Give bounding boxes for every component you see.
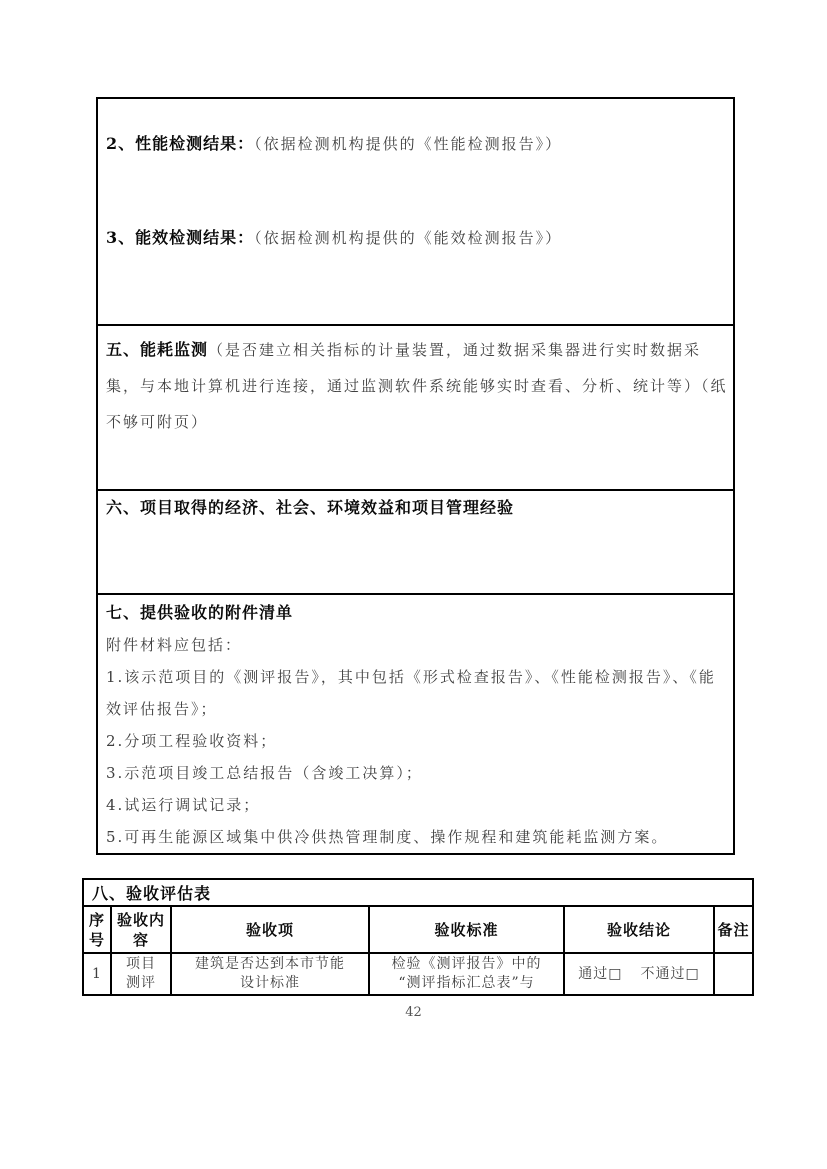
attachment-item-1: 1.该示范项目的《测评报告》，其中包括《形式检查报告》、《性能检测报告》、《能效评估报告》； <box>106 668 716 718</box>
acceptance-form-table <box>96 97 735 855</box>
header-conclusion: 验收结论 <box>564 906 714 953</box>
row1-content-line2: 测评 <box>126 975 156 991</box>
benefits-section <box>106 496 729 520</box>
row1-standard <box>369 953 564 995</box>
row1-content-line1: 项目 <box>126 956 156 972</box>
attachment-item-5: 5.可再生能源区域集中供冷供热管理制度、操作规程和建筑能耗监测方案。 <box>106 828 669 846</box>
row1-item-line1: 建筑是否达到本市节能 <box>195 956 345 972</box>
header-content: 验收内容 <box>111 906 171 953</box>
evaluation-table-header-row <box>83 906 753 953</box>
project-benefits-row <box>97 490 734 594</box>
energy-monitoring-section <box>106 332 729 440</box>
pass-checkbox-option: 通过□ <box>578 965 623 982</box>
evaluation-table-title: 八、验收评估表 <box>83 879 753 906</box>
performance-test-results <box>106 133 729 155</box>
attachment-item-3: 3.示范项目竣工总结报告（含竣工决算）； <box>106 764 423 782</box>
row1-standard-line1: 检验《测评报告》中的 <box>391 956 542 972</box>
evaluation-table-row-1 <box>83 953 753 995</box>
attachments-intro: 附件材料应包括： <box>106 636 243 654</box>
monitoring-section-note: （是否建立相关指标的计量装置，通过数据采集器进行实时数据采集，与本地计算机进行连接，通过监测软件系统能够实时查看、分析、统计等）（纸不够可附页） <box>106 341 728 431</box>
project-benefits-cell <box>97 490 734 594</box>
row1-standard-line2: “测评指标汇总表”与 <box>398 975 535 991</box>
header-standard: 验收标准 <box>369 906 564 953</box>
row1-conclusion <box>564 953 714 995</box>
energy-monitoring-row <box>97 325 734 490</box>
test-results-cell <box>97 98 734 325</box>
monitoring-section-title: 五、能耗监测 <box>106 340 209 359</box>
page-number: 42 <box>405 1005 422 1020</box>
evaluation-table-title-row <box>83 879 753 906</box>
row1-content <box>111 953 171 995</box>
row1-seq-no: 1 <box>83 953 111 995</box>
row1-item-line2: 设计标准 <box>240 975 300 991</box>
acceptance-evaluation-table <box>82 878 754 996</box>
header-remark: 备注 <box>714 906 753 953</box>
efficiency-section-note: （依据检测机构提供的《能效检测报告》） <box>254 229 563 247</box>
benefits-section-title: 六、项目取得的经济、社会、环境效益和项目管理经验 <box>106 498 515 517</box>
performance-section-note: （依据检测机构提供的《性能检测报告》） <box>254 135 563 153</box>
efficiency-section-title: 3、能效检测结果： <box>106 228 255 247</box>
test-results-row <box>97 98 734 325</box>
energy-monitoring-cell <box>97 325 734 490</box>
row1-remark <box>714 953 753 995</box>
attachment-list-cell <box>97 594 734 854</box>
attachment-list-row <box>97 594 734 854</box>
row1-item <box>171 953 369 995</box>
performance-section-title: 2、性能检测结果： <box>106 134 255 153</box>
header-seq-no: 序号 <box>83 906 111 953</box>
header-item: 验收项 <box>171 906 369 953</box>
attachments-section-title: 七、提供验收的附件清单 <box>106 603 294 622</box>
attachment-item-4: 4.试运行调试记录； <box>106 796 261 814</box>
efficiency-test-results <box>106 227 729 249</box>
fail-checkbox-option: 不通过□ <box>640 965 700 982</box>
attachment-item-2: 2.分项工程验收资料； <box>106 732 278 750</box>
